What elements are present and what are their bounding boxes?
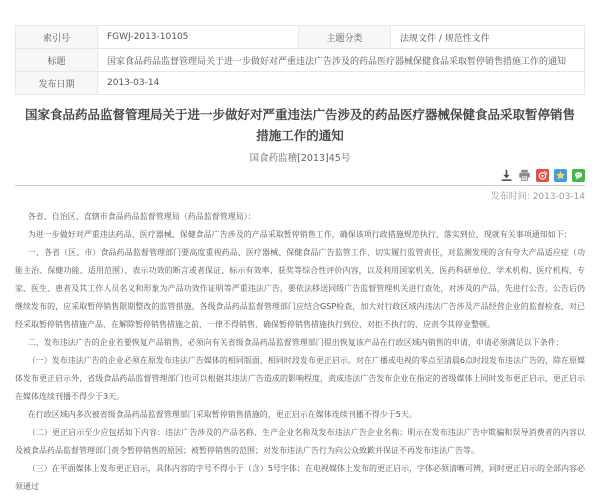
subject-category-value: 法规文件 / 规范性文件 xyxy=(391,26,585,49)
page-title: 国家食品药品监督管理局关于进一步做好对严重违法广告涉及的药品医疗器械保健食品采取暂停销售措施工作的通知 xyxy=(25,107,576,143)
index-number-label: 索引号 xyxy=(16,26,98,49)
print-icon[interactable] xyxy=(518,169,531,182)
index-number-value: FGWJ-2013-10105 xyxy=(98,26,299,49)
article-paragraph: （三）在平面媒体上发布更正启示，具体内容的字号不得小于（含）5号字体；在电视媒体上发布的更正启示，字体必须清晰可辨，同时更正启示的全部内容必须通过 xyxy=(15,464,585,491)
publish-date-value: 2013-03-14 xyxy=(98,72,585,95)
article-body xyxy=(15,208,585,496)
article-paragraph: 一、各省（区、市）食品药品监督管理部门要高度重视药品、医疗器械、保健食品广告监管工作，切实履行监管责任，对监测发现的含有夸大产品适应症（功能主治、保健功能、适用范围）、表示功效的断言或者保证、标示有效率、获奖等综合性评价内容，以及利用国家机关、医药科研单位、学术机构、医疗机构、专家、医生、患者及其工作人员名义和形象为产品功效作证明等严重违法广告，要依法移送同级广告监督管理机关进行查处，对涉及的产品，先进行公告，公告后仍继续发布的，应采取暂停销售限期整改的监管措施。各级食品药品监督管理部门应结合GSP检查，加大对行政区域内违法广告涉及产品经营企业的监督检查，对已经采取暂停销售措施产品，在解除暂停销售措施之前，一律不得销售，确保暂停销售措施执行到位，对拒不执行的，应责令其停业整顿。 xyxy=(15,248,585,329)
article-paragraph: （二）更正启示至少应包括如下内容：违法广告涉及的产品名称、生产企业名称及发布违法广告企业名称；明示在发布违法广告中欺骗和误导消费者的内容以及被食品药品监督管理部门责令暂停销售的原因；被暂停销售的范围；对发布违法广告行为向公众致歉并保证不再发布违法广告等。 xyxy=(15,428,585,455)
article-paragraph: 二、发布违法广告的企业若要恢复产品销售，必须向有关省级食品药品监督管理部门提出恢复该产品在行政区域内销售的申请，申请必须满足以下条件： xyxy=(27,338,564,347)
weibo-share-icon[interactable] xyxy=(536,169,549,182)
title-value: 国家食品药品监督管理局关于进一步做好对严重违法广告涉及的药品医疗器械保健食品采取暂停销售措施工作的通知 xyxy=(98,49,585,72)
article-paragraph: 为进一步做好对严重违法药品、医疗器械、保健食品广告涉及的产品采取暂停销售工作，确保该项行政措施规范执行、落实到位，现就有关事项通知如下： xyxy=(27,230,572,239)
article-paragraph: 各省、自治区、直辖市食品药品监督管理局（药品监督管理局）： xyxy=(27,212,256,221)
table-row xyxy=(16,26,585,49)
qzone-share-icon[interactable] xyxy=(554,169,567,182)
metadata-table xyxy=(15,25,585,95)
divider xyxy=(15,185,585,186)
document-number: 国食药监稽[2013]45号 xyxy=(249,153,351,164)
title-label: 标题 xyxy=(16,49,98,72)
publish-time: 发布时间: 2013-03-14 xyxy=(490,192,585,202)
article-paragraph: 在行政区域内多次被省级食品药品监督管理部门采取暂停销售措施的，更正启示在媒体连续刊播不得少于5天。 xyxy=(27,410,417,419)
share-toolbar xyxy=(15,169,585,182)
subject-category-label: 主题分类 xyxy=(299,26,391,49)
table-row xyxy=(16,49,585,72)
wechat-share-icon[interactable] xyxy=(572,169,585,182)
table-row xyxy=(16,72,585,95)
article-paragraph: （一）发布违法广告的企业必须在原发布违法广告媒体的相同版面、相同时段发布更正启示。对在广播或电视的零点至清晨6点时段发布违法广告的，除在原媒体发布更正启示外，省级食品药品监督管理部门也可以根据其违法广告造成的影响程度，责成违法广告发布企业在指定的省级媒体上同时发布更正启示，更正启示在媒体连续刊播不得少于3天。 xyxy=(15,356,585,401)
download-icon[interactable] xyxy=(500,169,513,182)
publish-date-label: 发布日期 xyxy=(16,72,98,95)
